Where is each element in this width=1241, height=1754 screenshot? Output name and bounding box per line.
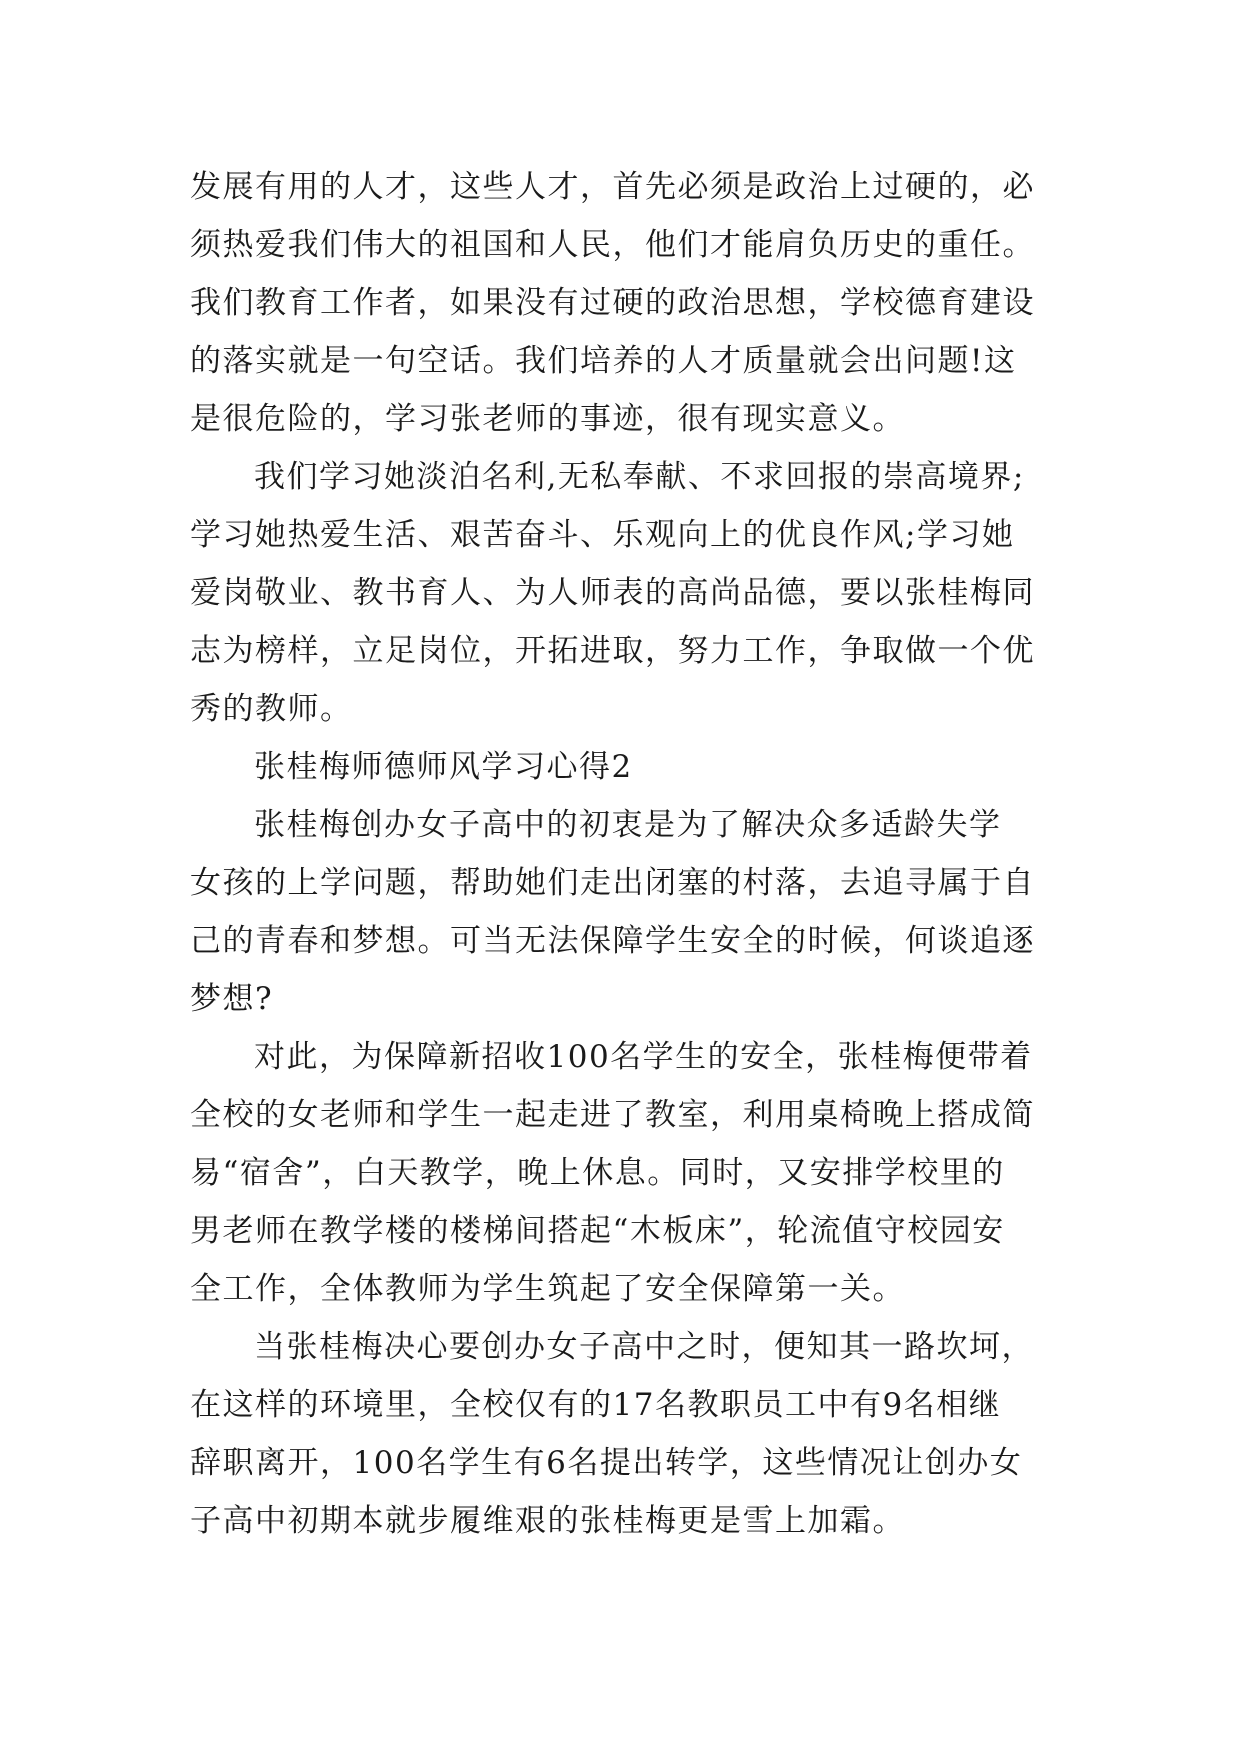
text-line: 辞职离开，100名学生有6名提出转学，这些情况让创办女: [190, 1445, 1023, 1481]
paragraph: [190, 158, 1070, 448]
text-line: 全工作，全体教师为学生筑起了安全保障第一关。: [190, 1271, 905, 1307]
text-line: 男老师在教学楼的楼梯间搭起“木板床”，轮流值守校园安: [190, 1213, 1005, 1249]
text-line: 秀的教师。: [190, 691, 353, 727]
paragraph: [190, 1028, 1070, 1318]
text-line: 梦想?: [190, 981, 274, 1017]
text-line: 志为榜样，立足岗位，开拓进取，努力工作，争取做一个优: [190, 633, 1035, 669]
paragraph: [190, 796, 1070, 1028]
text-line: 全校的女老师和学生一起走进了教室，利用桌椅晚上搭成简: [190, 1097, 1035, 1133]
text-line: 当张桂梅决心要创办女子高中之时，便知其一路坎坷，: [254, 1329, 1034, 1365]
document-body: [190, 158, 1070, 1550]
text-line: 子高中初期本就步履维艰的张桂梅更是雪上加霜。: [190, 1503, 905, 1539]
text-line: 在这样的环境里，全校仅有的17名教职员工中有9名相继: [190, 1387, 1002, 1423]
text-line: 易“宿舍”，白天教学，晚上休息。同时，又安排学校里的: [190, 1155, 1005, 1191]
text-line: 女孩的上学问题，帮助她们走出闭塞的村落，去追寻属于自: [190, 865, 1035, 901]
text-line: 须热爱我们伟大的祖国和人民，他们才能肩负历史的重任。: [190, 227, 1035, 263]
text-line: 我们学习她淡泊名利,无私奉献、不求回报的崇高境界;: [254, 459, 1025, 495]
text-line: 发展有用的人才，这些人才，首先必须是政治上过硬的，必: [190, 169, 1035, 205]
text-line: 我们教育工作者，如果没有过硬的政治思想，学校德育建设: [190, 285, 1035, 321]
text-line: 是很危险的，学习张老师的事迹，很有现实意义。: [190, 401, 905, 437]
heading-text: 张桂梅师德师风学习心得2: [254, 749, 633, 785]
text-line: 对此，为保障新招收100名学生的安全，张桂梅便带着: [254, 1039, 1033, 1075]
paragraph: [190, 448, 1070, 738]
text-line: 爱岗敬业、教书育人、为人师表的高尚品德，要以张桂梅同: [190, 575, 1035, 611]
text-line: 的落实就是一句空话。我们培养的人才质量就会出问题!这: [190, 343, 1017, 379]
text-line: 学习她热爱生活、艰苦奋斗、乐观向上的优良作风;学习她: [190, 517, 1015, 553]
section-heading: [190, 738, 1070, 796]
text-line: 张桂梅创办女子高中的初衷是为了解决众多适龄失学: [254, 807, 1002, 843]
text-line: 己的青春和梦想。可当无法保障学生安全的时候，何谈追逐: [190, 923, 1035, 959]
paragraph: [190, 1318, 1070, 1550]
